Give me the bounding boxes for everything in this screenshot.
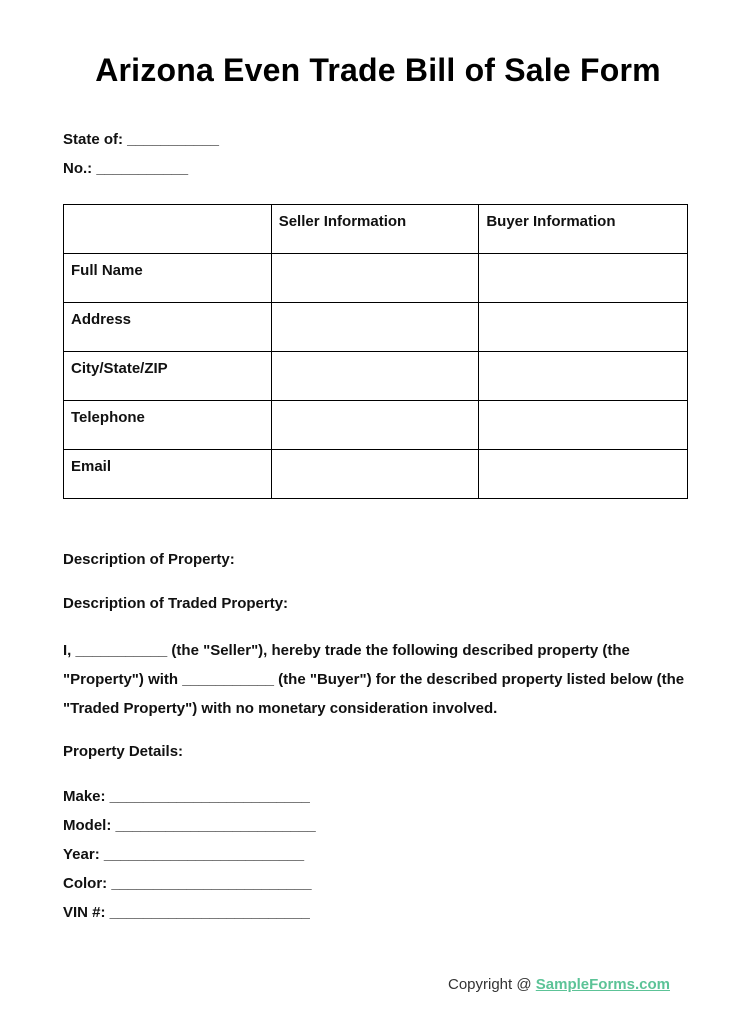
description-of-traded-property-heading: Description of Traded Property:	[63, 595, 289, 612]
property-details-heading: Property Details:	[63, 743, 184, 760]
model-field: Model: ________________________	[63, 817, 316, 834]
buyer-telephone-cell[interactable]	[479, 401, 688, 450]
table-header-blank	[64, 205, 272, 254]
sampleforms-link[interactable]: SampleForms.com	[535, 976, 670, 993]
seller-full-name-cell[interactable]	[271, 254, 479, 303]
row-label-telephone: Telephone	[64, 401, 272, 450]
table-row	[64, 401, 688, 450]
seller-city-state-zip-cell[interactable]	[271, 352, 479, 401]
description-of-property-heading: Description of Property:	[63, 551, 235, 568]
table-row	[64, 254, 688, 303]
seller-address-cell[interactable]	[271, 303, 479, 352]
buyer-full-name-cell[interactable]	[479, 254, 688, 303]
buyer-city-state-zip-cell[interactable]	[479, 352, 688, 401]
row-label-email: Email	[64, 450, 272, 499]
row-label-full-name: Full Name	[64, 254, 272, 303]
buyer-address-cell[interactable]	[479, 303, 688, 352]
seller-email-cell[interactable]	[271, 450, 479, 499]
seller-telephone-cell[interactable]	[271, 401, 479, 450]
color-field: Color: ________________________	[63, 875, 312, 892]
row-label-address: Address	[64, 303, 272, 352]
vin-field: VIN #: ________________________	[63, 904, 310, 921]
table-row	[64, 303, 688, 352]
year-field: Year: ________________________	[63, 846, 305, 863]
buyer-email-cell[interactable]	[479, 450, 688, 499]
row-label-city-state-zip: City/State/ZIP	[64, 352, 272, 401]
table-header-seller: Seller Information	[271, 205, 479, 254]
number-field: No.: ___________	[63, 160, 189, 177]
make-field: Make: ________________________	[63, 788, 310, 805]
table-header-row	[64, 205, 688, 254]
party-information-table	[63, 204, 688, 499]
table-row	[64, 450, 688, 499]
trade-statement-paragraph: I, ___________ (the "Seller"), hereby trade the following described property (the "Property") with ___________ (the "Buyer") for the described property listed below (the "Traded Property") with no monetary consideration involved.	[63, 642, 685, 717]
table-header-buyer: Buyer Information	[479, 205, 688, 254]
state-of-field: State of: ___________	[63, 131, 219, 148]
page-title: Arizona Even Trade Bill of Sale Form	[95, 52, 661, 88]
copyright-footer	[448, 976, 670, 993]
table-row	[64, 352, 688, 401]
copyright-prefix: Copyright @	[448, 976, 536, 993]
